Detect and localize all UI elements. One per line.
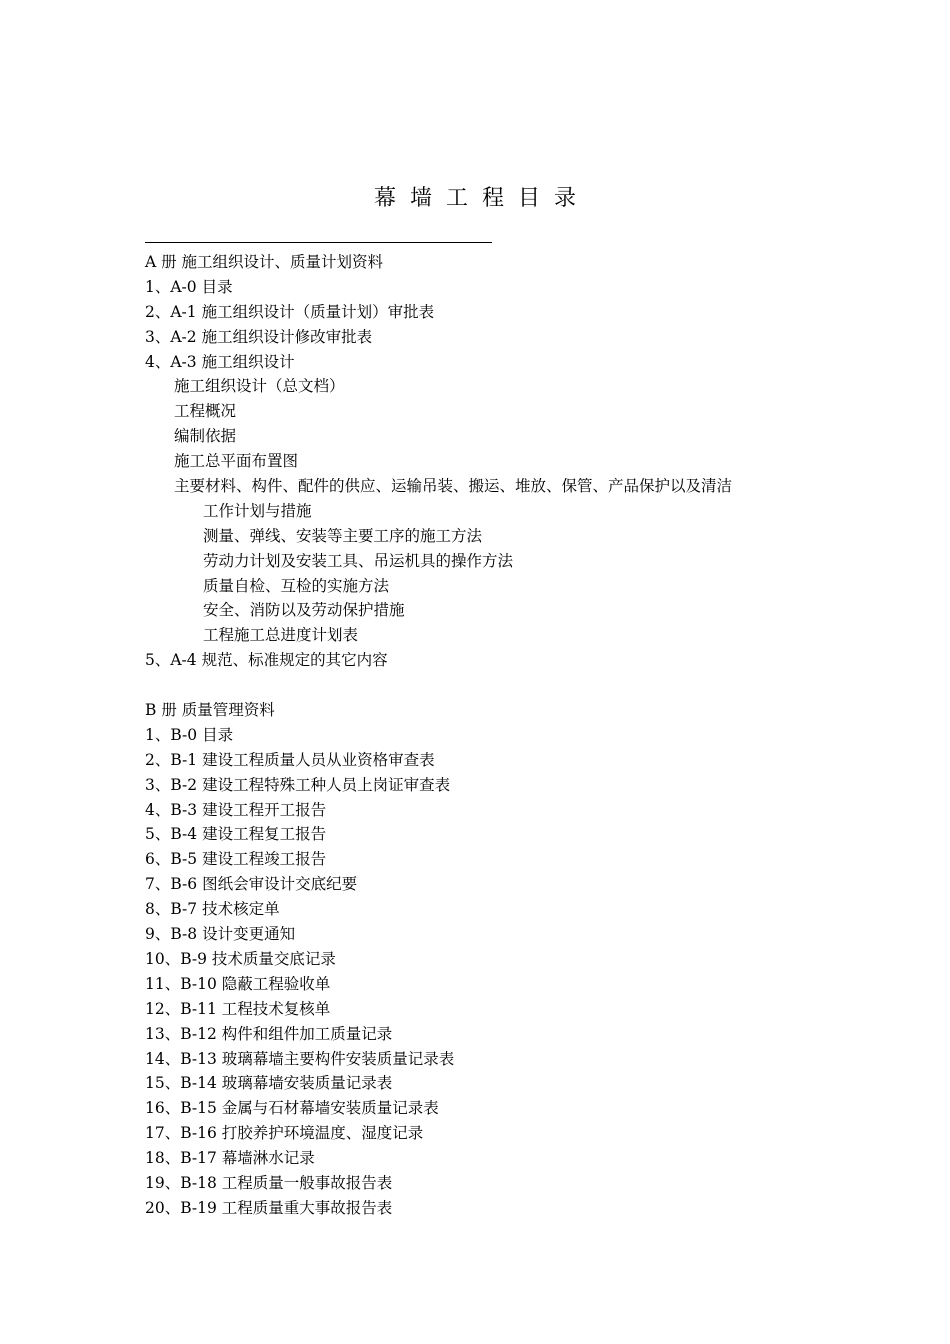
section-b-heading: B 册 质量管理资料 xyxy=(145,701,275,720)
toc-item: 18、B-17 幕墙淋水记录 xyxy=(145,1149,315,1168)
title-divider xyxy=(145,242,492,243)
toc-item: 10、B-9 技术质量交底记录 xyxy=(145,949,336,968)
toc-item: 2、B-1 建设工程质量人员从业资格审查表 xyxy=(145,750,435,769)
toc-sub-item: 编制依据 xyxy=(174,427,237,446)
toc-sub-item: 工程概况 xyxy=(174,402,237,421)
toc-item: 14、B-13 玻璃幕墙主要构件安装质量记录表 xyxy=(145,1049,455,1068)
table-of-contents xyxy=(145,250,905,1221)
toc-item: 20、B-19 工程质量重大事故报告表 xyxy=(145,1198,393,1217)
section-a-heading: A 册 施工组织设计、质量计划资料 xyxy=(145,253,384,271)
toc-sub-sub-item: 劳动力计划及安装工具、吊运机具的操作方法 xyxy=(203,551,514,570)
toc-item: 9、B-8 设计变更通知 xyxy=(145,925,296,944)
toc-item: 11、B-10 隐蔽工程验收单 xyxy=(145,974,331,993)
toc-item: 17、B-16 打胶养护环境温度、湿度记录 xyxy=(145,1124,424,1143)
toc-item: 3、B-2 建设工程特殊工种人员上岗证审查表 xyxy=(145,775,451,794)
toc-sub-item: 施工总平面布置图 xyxy=(174,452,299,471)
toc-item: 8、B-7 技术核定单 xyxy=(145,900,280,919)
toc-item: 4、B-3 建设工程开工报告 xyxy=(145,800,327,819)
toc-item: 2、A-1 施工组织设计（质量计划）审批表 xyxy=(145,302,435,321)
document-title: 幕墙工程目录 xyxy=(373,186,590,211)
toc-item: 4、A-3 施工组织设计 xyxy=(145,352,295,371)
toc-sub-sub-item: 测量、弹线、安装等主要工序的施工方法 xyxy=(203,526,483,545)
toc-sub-sub-item: 质量自检、互检的实施方法 xyxy=(203,576,390,595)
section-spacer xyxy=(145,673,905,698)
toc-sub-item: 主要材料、构件、配件的供应、运输吊装、搬运、堆放、保管、产品保护以及清洁 xyxy=(174,477,733,496)
toc-item: 19、B-18 工程质量一般事故报告表 xyxy=(145,1173,393,1192)
toc-sub-sub-item: 工作计划与措施 xyxy=(203,501,312,520)
toc-item: 12、B-11 工程技术复核单 xyxy=(145,999,331,1018)
toc-item: 1、A-0 目录 xyxy=(145,277,233,296)
toc-item: 16、B-15 金属与石材幕墙安装质量记录表 xyxy=(145,1099,439,1118)
toc-item: 3、A-2 施工组织设计修改审批表 xyxy=(145,327,373,346)
toc-sub-sub-item: 工程施工总进度计划表 xyxy=(203,626,359,645)
toc-item: 13、B-12 构件和组件加工质量记录 xyxy=(145,1024,393,1043)
toc-sub-sub-item: 安全、消防以及劳动保护措施 xyxy=(203,601,405,620)
toc-item: 1、B-0 目录 xyxy=(145,725,234,744)
toc-item: 5、B-4 建设工程复工报告 xyxy=(145,825,327,844)
toc-item: 15、B-14 玻璃幕墙安装质量记录表 xyxy=(145,1074,393,1093)
toc-item: 5、A-4 规范、标准规定的其它内容 xyxy=(145,651,388,670)
toc-sub-item: 施工组织设计（总文档） xyxy=(174,377,345,396)
toc-item: 7、B-6 图纸会审设计交底纪要 xyxy=(145,875,358,894)
toc-item: 6、B-5 建设工程竣工报告 xyxy=(145,850,327,869)
